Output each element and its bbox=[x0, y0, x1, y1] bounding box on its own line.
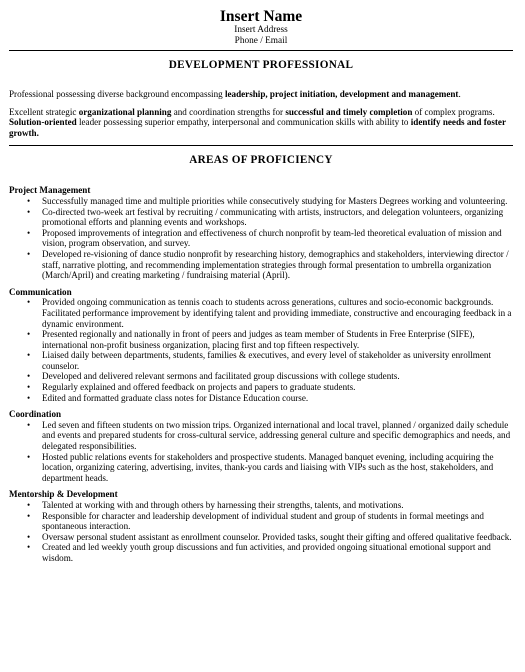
summary-text: leader possessing superior empathy, interpersonal and communication skills with ability to bbox=[76, 117, 411, 128]
list-item: • Led seven and fifteen students on two mission trips. Organized international and local travel, planned / organized daily schedule and events and prepared students for cross-cultural service, addressing general culture and specific demographics and needs, and delegated responsibilities. bbox=[42, 420, 513, 452]
headline: DEVELOPMENT PROFESSIONAL bbox=[168, 59, 354, 71]
list-item: • Regularly explained and offered feedback on projects and papers to graduate students. bbox=[42, 382, 513, 393]
category-title: Communication bbox=[9, 286, 72, 297]
summary-text: Excellent strategic bbox=[9, 106, 79, 117]
headline-block bbox=[9, 50, 513, 81]
category-coordination bbox=[9, 409, 513, 483]
list-item: • Developed re-visioning of dance studio nonprofit by researching history, demographics and stakeholders, interviewing director / staff, narrative plotting, and recommending implementation strategies through formal presentation to umbrella organization (March/April) and creating marketing / fundraising material (April). bbox=[42, 249, 513, 281]
list-item: • Liaised daily between departments, students, families & executives, and every level of stakeholder as university enrollment counselor. bbox=[42, 350, 513, 371]
summary-emphasis: Solution-oriented bbox=[9, 117, 77, 128]
category-communication bbox=[9, 287, 513, 404]
list-item: • Provided ongoing communication as tennis coach to students across generations, cultures and socio-economic backgrounds. Facilitated performance improvement by identifying talent and providing immediate, constructive and encouraging feedback in a dynamic environment. bbox=[42, 297, 513, 329]
list-item: • Presented regionally and nationally in front of peers and judges as team member of Students in Free Enterprise (SIFE), international non-profit business organization, placing first and top fifteen respectively. bbox=[42, 329, 513, 350]
summary-text: Professional possessing diverse background encompassing bbox=[9, 89, 225, 99]
category-mentorship bbox=[9, 489, 513, 563]
summary-text: . bbox=[458, 89, 461, 99]
list-item: • Talented at working with and through others by harnessing their strengths, talents, and motivations. bbox=[42, 500, 513, 511]
proficiency-title: AREAS OF PROFICIENCY bbox=[189, 154, 333, 167]
list-item: • Proposed improvements of integration and effectiveness of church nonprofit by team-led theoretical evaluation of mission and vision, program observation, and survey. bbox=[42, 228, 513, 249]
summary-paragraph-2 bbox=[9, 107, 513, 139]
list-item: • Co-directed two-week art festival by recruiting / communicating with artists, instructors, and delegation volunteers, organizing promotional efforts and planning events and workshops. bbox=[42, 207, 513, 228]
list-item: • Hosted public relations events for stakeholders and prospective students. Managed banquet evening, including acquiring the location, organizing catering, advertising, invites, thank-you cards and liaising with VIPs such as the host, stakeholders, and department heads. bbox=[42, 452, 513, 484]
contact-line: Phone / Email bbox=[234, 36, 288, 46]
list-item: • Successfully managed time and multiple priorities while consecutively studying for Masters Degrees working and volunteering. bbox=[42, 196, 513, 207]
list-item: • Created and led weekly youth group discussions and fun activities, and provided ongoing situational emotional support and wisdom. bbox=[42, 542, 513, 563]
summary-text: of complex programs. bbox=[412, 106, 495, 117]
category-project-management bbox=[9, 185, 513, 280]
list-item: • Responsible for character and leadership development of individual student and group of students in formal meetings and spontaneous interaction. bbox=[42, 511, 513, 532]
summary-emphasis: successful and timely completion bbox=[285, 106, 413, 117]
summary-emphasis: identify needs and foster growth. bbox=[9, 117, 506, 138]
list-item: • Oversaw personal student assistant as enrollment counselor. Provided tasks, sought their gifting and offered qualitative feedback. bbox=[42, 532, 513, 543]
category-title: Project Management bbox=[9, 185, 91, 196]
category-title: Mentorship & Development bbox=[9, 489, 118, 500]
candidate-name: Insert Name bbox=[219, 8, 303, 25]
summary-text: and coordination strengths for bbox=[171, 106, 286, 117]
summary-emphasis: leadership, project initiation, development and management bbox=[224, 89, 459, 99]
category-title: Coordination bbox=[9, 409, 62, 420]
summary-paragraph-1 bbox=[9, 89, 513, 100]
list-item: • Edited and formatted graduate class notes for Distance Education course. bbox=[42, 393, 513, 404]
summary-emphasis: organizational planning bbox=[78, 106, 172, 117]
address-line: Insert Address bbox=[234, 25, 288, 35]
list-item: • Developed and delivered relevant sermons and facilitated group discussions with college students. bbox=[42, 371, 513, 382]
proficiency-header bbox=[9, 145, 513, 180]
